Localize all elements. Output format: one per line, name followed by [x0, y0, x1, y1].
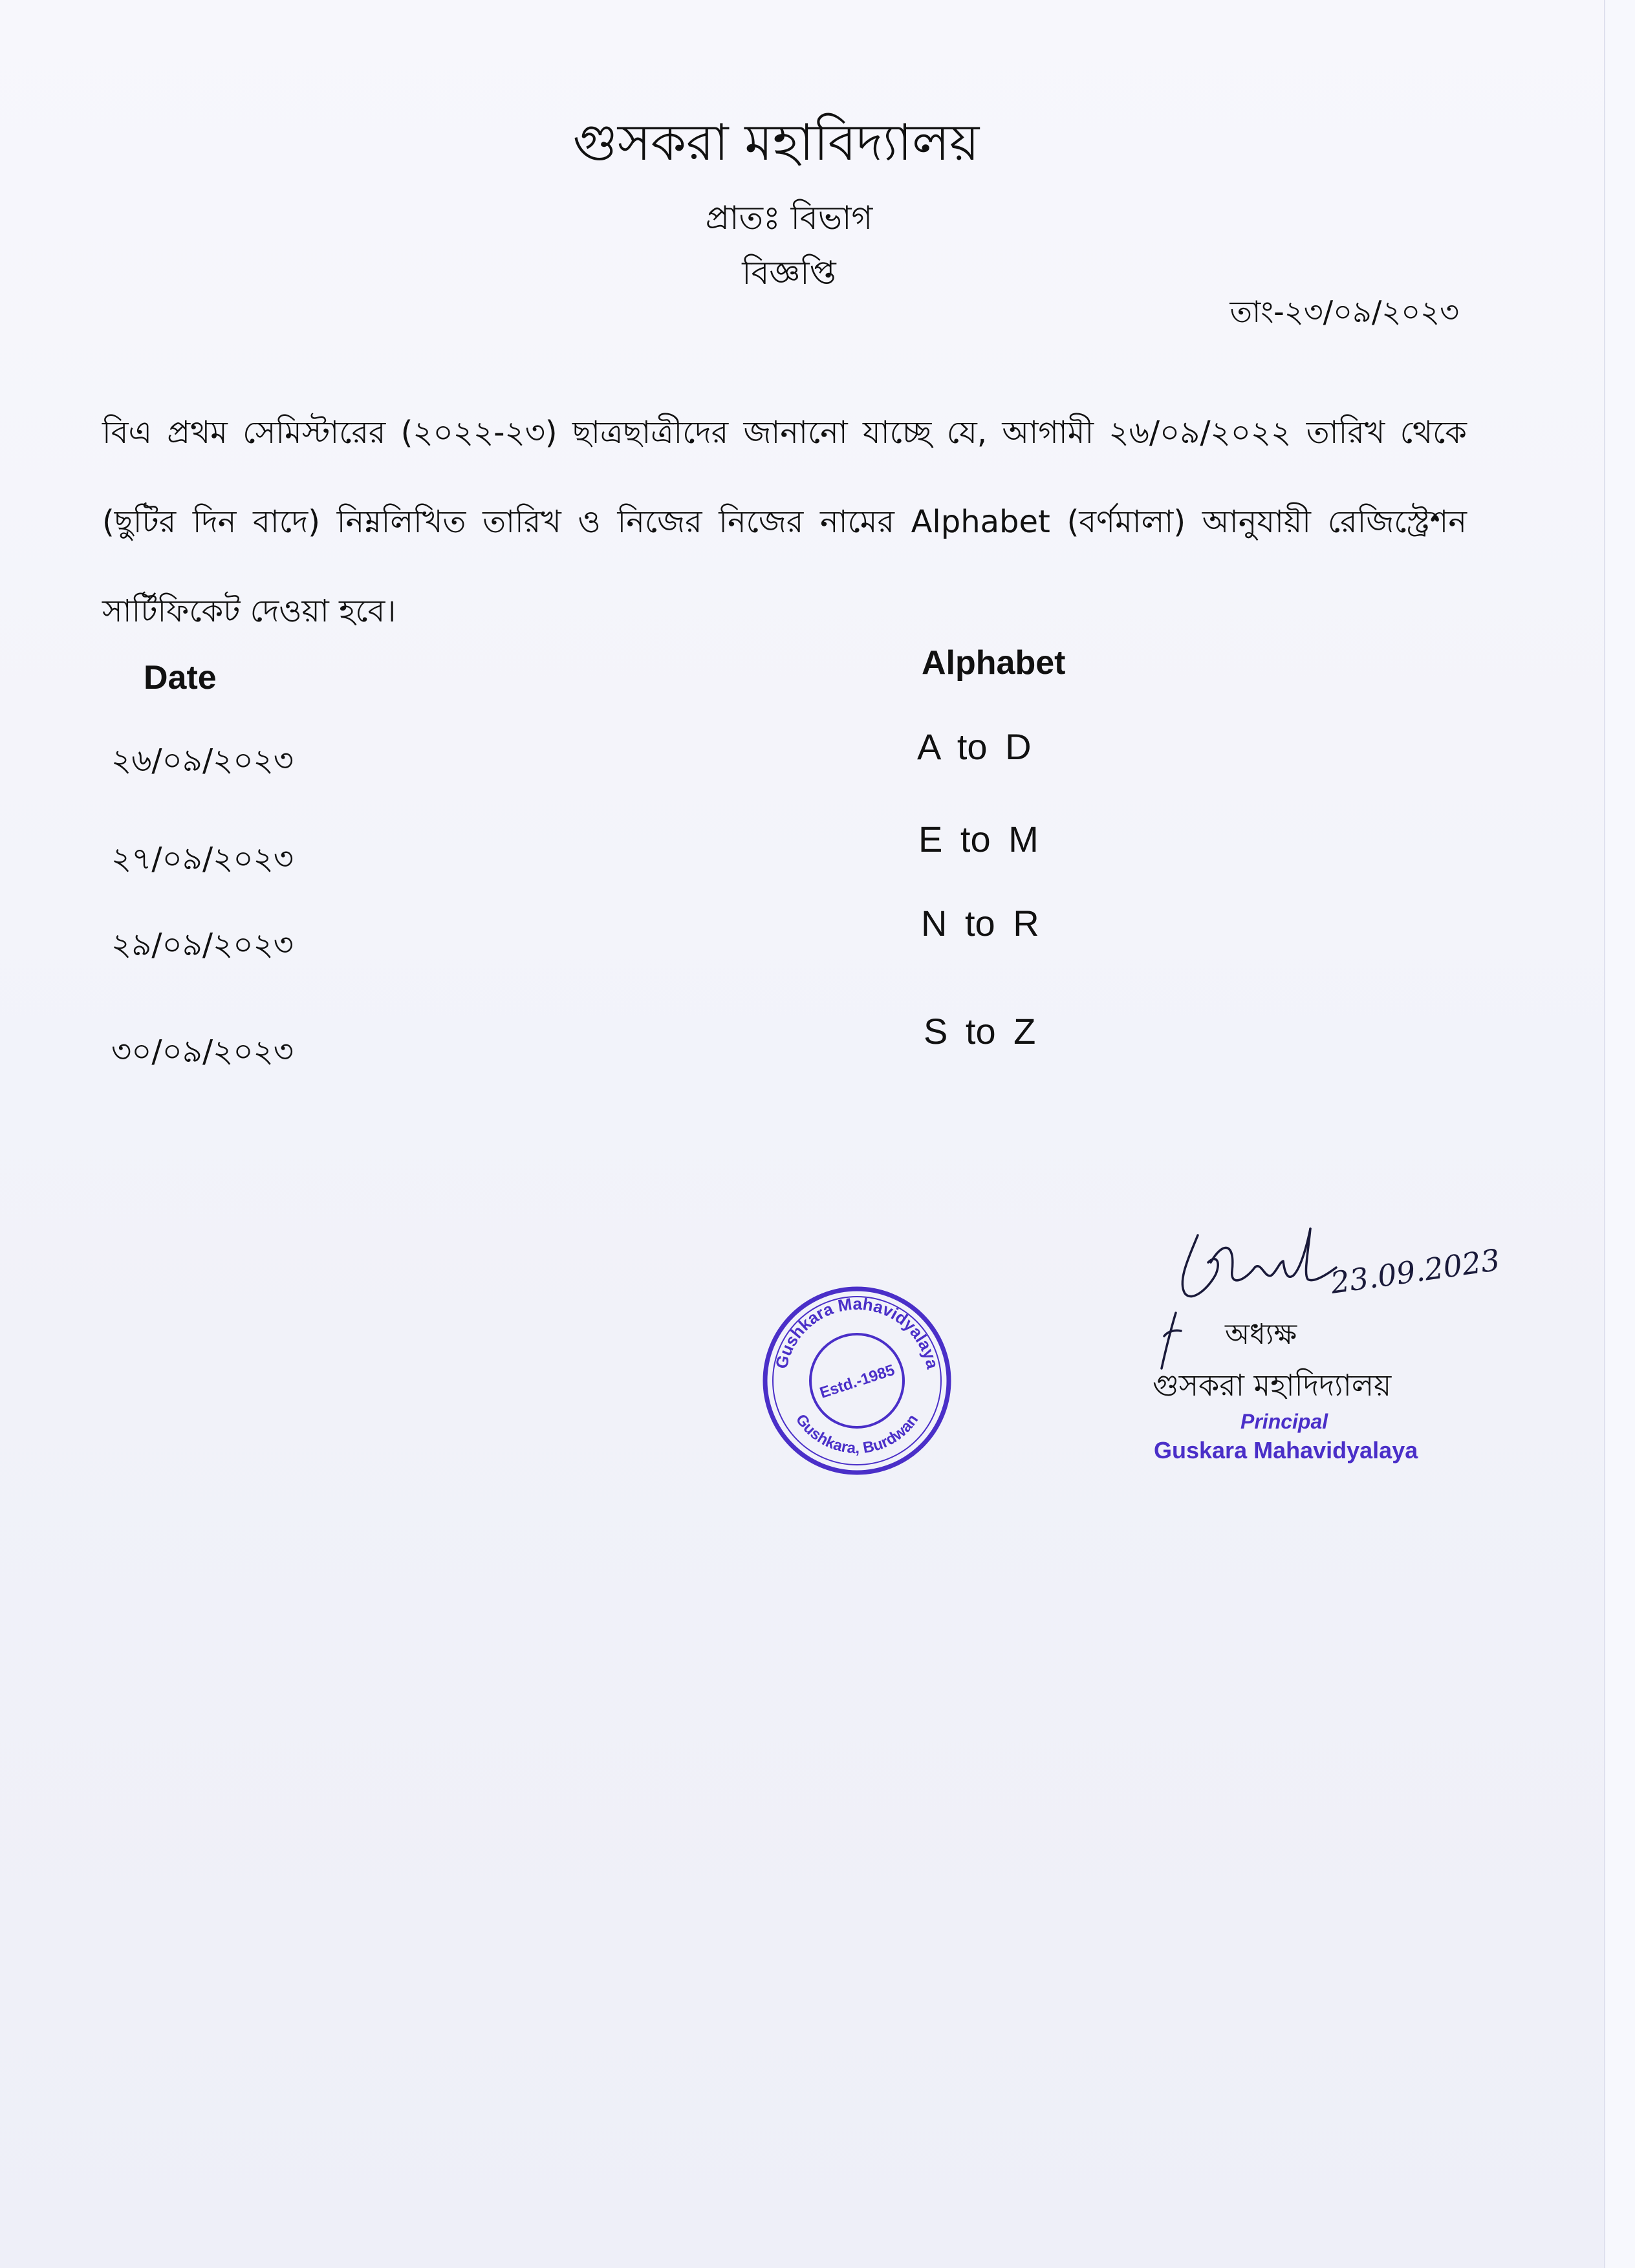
schedule-date-3: ২৯/০৯/২০২৩	[111, 927, 294, 963]
schedule-range-2: E to M	[918, 819, 1039, 859]
college-title: গুসকরা মহাবিদ্যালয়	[572, 114, 980, 172]
college-stamp-label: Guskara Mahavidyalaya	[1154, 1437, 1418, 1463]
date-column-header: Date	[144, 659, 217, 697]
college-seal-stamp	[760, 1284, 954, 1478]
schedule-date-1: ২৬/০৯/২০২৩	[111, 742, 294, 779]
schedule-date-2: ২৭/০৯/২০২৩	[111, 841, 294, 877]
signature-date: 23.09.2023	[1328, 1242, 1502, 1301]
seal-top-text: Gushkara Mahavidyalaya	[771, 1293, 943, 1371]
notice-date: তাং-২৩/০৯/২০২৩	[1229, 294, 1459, 329]
schedule-date-4: ৩০/০৯/২০২৩	[111, 1033, 294, 1070]
alphabet-column-header: Alphabet	[922, 644, 1066, 682]
schedule-range-4: S to Z	[924, 1011, 1036, 1052]
seal-bottom-text: Gushkara, Burdwan	[792, 1410, 922, 1458]
page-edge	[1604, 0, 1635, 2268]
department-name: প্রাতঃ বিভাগ	[705, 199, 873, 237]
schedule-range-1: A to D	[917, 726, 1032, 767]
signatory-designation: অধ্যক্ষ	[1225, 1318, 1297, 1351]
seal-center-text: Estd.-1985	[817, 1361, 897, 1402]
notice-heading: বিজ্ঞপ্তি	[742, 254, 836, 292]
schedule-range-3: N to R	[921, 903, 1039, 944]
principal-signature	[1138, 1216, 1526, 1371]
notice-paragraph: বিএ প্রথম সেমিস্টারের (২০২২-২৩) ছাত্রছাত্রীদের জানানো যাচ্ছে যে, আগামী ২৬/০৯/২০২২ তারিখ থেকে (ছুটির দিন বাদে) নিম্নলিখিত তারিখ ও নিজের নিজের নামের Alphabet (বর্ণমালা) আনুযায়ী রেজিস্ট্রেশন সার্টিফিকেট দেওয়া হবে।	[102, 415, 1467, 629]
principal-stamp-label: Principal	[1240, 1410, 1328, 1433]
signatory-college: গুসকরা মহাদিদ্যালয়	[1153, 1368, 1392, 1403]
